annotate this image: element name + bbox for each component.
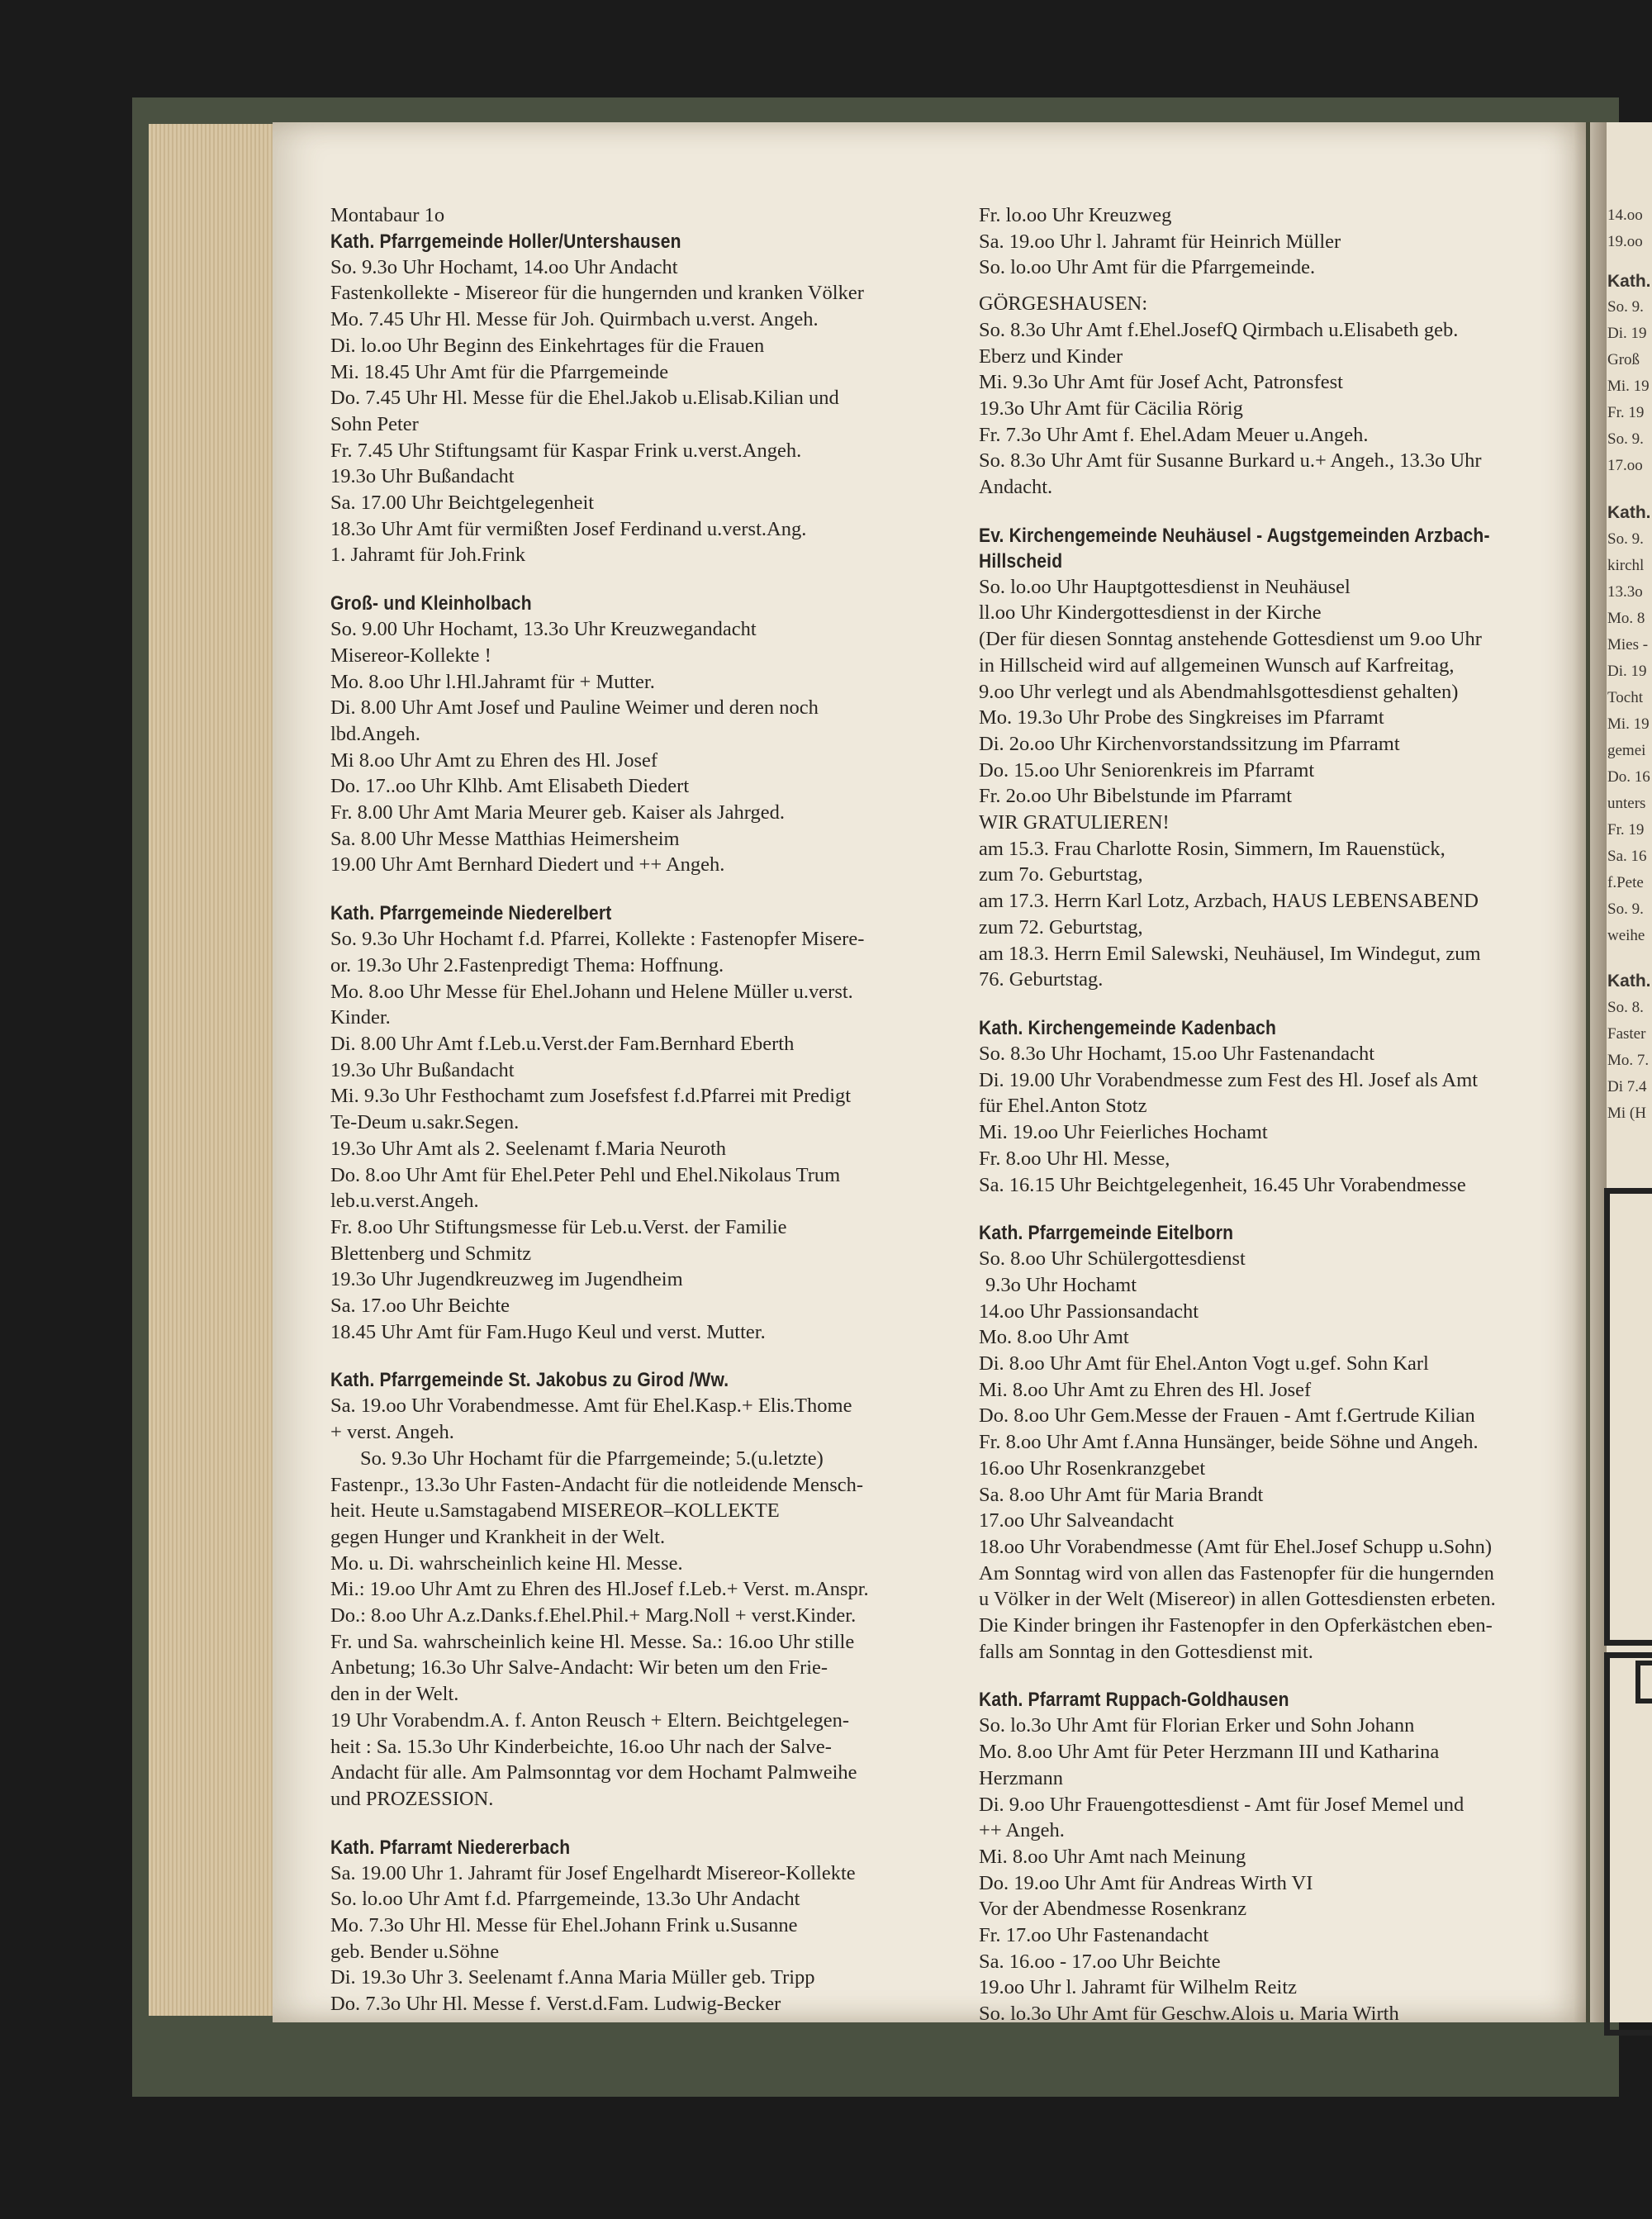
gutter-shadow [1574, 122, 1607, 2022]
text-line: Mi. 19.oo Uhr Feierliches Hochamt [979, 1121, 1268, 1144]
text-line: falls am Sonntag in den Gottesdienst mit. [979, 1640, 1313, 1663]
fragment-text: Mo. 8 [1607, 610, 1645, 627]
fragment-text: 13.3o [1607, 583, 1643, 601]
fragment-text: Di. 19 [1607, 325, 1647, 342]
text-line: 18.3o Uhr Amt für vermißten Josef Ferdinand u.verst.Ang. [330, 517, 807, 540]
text-line: leb.u.verst.Angeh. [330, 1190, 479, 1213]
text-line: Fr. 7.3o Uhr Amt f. Ehel.Adam Meuer u.Angeh. [979, 423, 1369, 446]
text-line: Fr. 7.45 Uhr Stiftungsamt für Kaspar Frink u.verst.Angeh. [330, 439, 802, 462]
section-title: Groß- und Kleinholbach [330, 592, 532, 615]
text-line: Mo. 7.3o Uhr Hl. Messe für Ehel.Johann Frink u.Susanne [330, 1914, 798, 1937]
text-line: 9.oo Uhr verlegt und als Abendmahlsgottesdienst gehalten) [979, 680, 1459, 703]
text-line: So. lo.oo Uhr Hauptgottesdienst in Neuhäusel [979, 575, 1351, 598]
facing-page-frame [1604, 1188, 1652, 1646]
text-line: Di. 8.oo Uhr Amt für Ehel.Anton Vogt u.gef. Sohn Karl [979, 1352, 1429, 1376]
text-line: für Ehel.Anton Stotz [979, 1095, 1147, 1118]
text-line: 1. Jahramt für Joh.Frink [330, 544, 526, 567]
fragment-heading: Kath. [1607, 503, 1651, 522]
left-column [330, 202, 966, 2017]
text-line: 17.oo Uhr Salveandacht [979, 1509, 1175, 1532]
text-line: Do.: 8.oo Uhr A.z.Danks.f.Ehel.Phil.+ Marg.Noll + verst.Kinder. [330, 1604, 857, 1627]
text-line: WIR GRATULIEREN! [979, 811, 1170, 834]
text-line: So. 9.3o Uhr Hochamt f.d. Pfarrei, Kollekte : Fastenopfer Misere- [330, 928, 865, 951]
fragment-heading: Kath. [1607, 972, 1651, 991]
fragment-text: kirchl [1607, 557, 1645, 574]
text-line: Mo. 8.oo Uhr Amt [979, 1326, 1129, 1349]
section-body [330, 1393, 966, 1812]
text-line: So. lo.oo Uhr Amt f.d. Pfarrgemeinde, 13.3o Uhr Andacht [330, 1888, 800, 1911]
text-line: Fr. und Sa. wahrscheinlich keine Hl. Messe. Sa.: 16.oo Uhr stille [330, 1630, 855, 1653]
text-line: 16.oo Uhr Rosenkranzgebet [979, 1456, 1206, 1480]
fragment-text: So. 9. [1607, 530, 1644, 548]
section-body [979, 1246, 1574, 1665]
fragment-text: Fr. 19 [1607, 821, 1645, 839]
fragment-text: So. 9. [1607, 900, 1644, 918]
fragment-text: Mi. 19 [1607, 715, 1650, 733]
text-line: So. 9.00 Uhr Hochamt, 13.3o Uhr Kreuzwegandacht [330, 618, 757, 641]
text-line: So. lo.oo Uhr Amt für die Pfarrgemeinde. [979, 256, 1316, 279]
text-line: Fr. 8.oo Uhr Amt f.Anna Hunsänger, beide Söhne und Angeh. [979, 1431, 1479, 1454]
text-line: Sa. 17.oo Uhr Beichte [330, 1295, 510, 1318]
text-line: Herzmann [979, 1766, 1064, 1789]
fragment-text: Faster [1607, 1025, 1646, 1043]
text-line: und PROZESSION. [330, 1787, 494, 1810]
text-line: Do. 8.oo Uhr Gem.Messe der Frauen - Amt f.Gertrude Kilian [979, 1404, 1475, 1428]
text-line: Andacht. [979, 476, 1053, 499]
text-line: Do. 15.oo Uhr Seniorenkreis im Pfarramt [979, 758, 1315, 782]
text-line: 19.3o Uhr Bußandacht [330, 1058, 515, 1081]
text-line: zum 72. Geburtstag, [979, 915, 1143, 938]
text-line: lbd.Angeh. [330, 722, 420, 745]
text-line: Di. 19.3o Uhr 3. Seelenamt f.Anna Maria Müller geb. Tripp [330, 1966, 815, 1989]
text-line: Die Kinder bringen ihr Fastenopfer in den Opferkästchen eben- [979, 1614, 1493, 1637]
text-line: Sa. 17.00 Uhr Beichtgelegenheit [330, 492, 595, 515]
text-line: Fr. 8.oo Uhr Hl. Messe, [979, 1147, 1170, 1170]
text-line: Di. 2o.oo Uhr Kirchenvorstandssitzung im Pfarramt [979, 732, 1400, 755]
text-line: Fr. lo.oo Uhr Kreuzweg [979, 204, 1172, 226]
text-line: 19.00 Uhr Amt Bernhard Diedert und ++ Angeh. [330, 853, 725, 877]
text-line: So. lo.3o Uhr Amt für Geschw.Alois u. Maria Wirth [979, 2003, 1399, 2026]
fragment-text: So. 8. [1607, 999, 1644, 1016]
text-line: 76. Geburtstag. [979, 968, 1104, 991]
fragment-heading: Kath. [1607, 272, 1651, 291]
text-line: Do. 8.oo Uhr Amt für Ehel.Peter Pehl und Ehel.Nikolaus Trum [330, 1163, 841, 1186]
text-line: Fastenpr., 13.3o Uhr Fasten-Andacht für die notleidende Mensch- [330, 1473, 864, 1496]
text-line: So. 8.oo Uhr Schülergottesdienst [979, 1247, 1246, 1271]
fragment-text: Mies - [1607, 636, 1649, 653]
fragment-text: 14.oo [1607, 207, 1643, 224]
text-line: Di. 8.00 Uhr Amt f.Leb.u.Verst.der Fam.Bernhard Eberth [330, 1032, 795, 1055]
text-line: Fr. 17.oo Uhr Fastenandacht [979, 1924, 1209, 1947]
facing-page-frame [1604, 1652, 1652, 2036]
text-line: Sohn Peter [330, 412, 419, 435]
text-line: den in der Welt. [330, 1683, 459, 1706]
fragment-text: unters [1607, 795, 1646, 812]
text-line: Vor der Abendmesse Rosenkranz [979, 1898, 1247, 1921]
section-body [979, 1713, 1574, 2027]
subsection-title: GÖRGESHAUSEN: [979, 292, 1148, 316]
fragment-text: Di 7.4 [1607, 1078, 1647, 1095]
text-line: gegen Hunger und Krankheit in der Welt. [330, 1525, 666, 1548]
text-line: geb. Bender u.Söhne [330, 1940, 500, 1963]
text-line: 19.3o Uhr Amt für Cäcilia Rörig [979, 397, 1243, 420]
fragment-text: Sa. 16 [1607, 848, 1647, 865]
text-line: 19.oo Uhr l. Jahramt für Wilhelm Reitz [979, 1976, 1298, 1999]
text-line: Mo. 8.oo Uhr Amt für Peter Herzmann III und Katharina [979, 1741, 1440, 1764]
text-line: 19 Uhr Vorabendm.A. f. Anton Reusch + Eltern. Beichtgelegen- [330, 1708, 850, 1732]
text-line: Do. 7.45 Uhr Hl. Messe für die Ehel.Jakob u.Elisab.Kilian und [330, 387, 839, 410]
text-line: 19.3o Uhr Bußandacht [330, 465, 515, 488]
text-line: Kinder. [330, 1006, 391, 1029]
text-line: So. lo.3o Uhr Amt für Florian Erker und Sohn Johann [979, 1714, 1415, 1737]
text-line: ++ Angeh. [979, 1819, 1065, 1842]
section-body [979, 202, 1574, 281]
fragment-text: Fr. 19 [1607, 404, 1645, 421]
text-line: So. 8.3o Uhr Amt für Susanne Burkard u.+ Angeh., 13.3o Uhr [979, 449, 1482, 473]
section-body [330, 254, 966, 568]
section-title: Ev. Kirchengemeinde Neuhäusel - Augstgemeinden Arzbach- [979, 524, 1490, 547]
text-line: 18.45 Uhr Amt für Fam.Hugo Keul und verst. Mutter. [330, 1320, 766, 1343]
page-header: Montabaur 1o [330, 204, 445, 226]
text-line: + verst. Angeh. [330, 1421, 454, 1444]
text-line: 14.oo Uhr Passionsandacht [979, 1300, 1199, 1323]
fragment-text: So. 9. [1607, 430, 1644, 448]
section-title: Kath. Pfarramt Ruppach-Goldhausen [979, 1689, 1289, 1712]
text-line: Mi. 8.oo Uhr Amt nach Meinung [979, 1845, 1246, 1868]
text-line: zum 7o. Geburtstag, [979, 863, 1143, 886]
text-line: am 15.3. Frau Charlotte Rosin, Simmern, Im Rauenstück, [979, 837, 1446, 860]
fragment-text: So. 9. [1607, 298, 1644, 316]
section-title: Kath. Pfarrgemeinde Holler/Untershausen [330, 230, 681, 253]
right-column [979, 202, 1574, 2027]
page-edges [149, 124, 289, 2016]
section-body [979, 317, 1574, 501]
text-line: Sa. 16.oo - 17.oo Uhr Beichte [979, 1950, 1221, 1973]
text-line: Sa. 16.15 Uhr Beichtgelegenheit, 16.45 Uhr Vorabendmesse [979, 1173, 1466, 1196]
text-line: Di. 19.00 Uhr Vorabendmesse zum Fest des Hl. Josef als Amt [979, 1068, 1479, 1091]
text-line: Eberz und Kinder [979, 344, 1123, 368]
text-line: Sa. 8.oo Uhr Amt für Maria Brandt [979, 1483, 1264, 1506]
fragment-text: 17.oo [1607, 457, 1643, 474]
facing-page-frame [1635, 1661, 1652, 1703]
section-body [330, 616, 966, 878]
text-line: 19.3o Uhr Jugendkreuzweg im Jugendheim [330, 1268, 683, 1291]
section-title: Kath. Pfarrgemeinde St. Jakobus zu Girod /Ww. [330, 1369, 729, 1392]
text-line: Mi. 8.oo Uhr Amt zu Ehren des Hl. Josef [979, 1378, 1312, 1401]
section-body [330, 1860, 966, 2017]
section-title: Kath. Kirchengemeinde Kadenbach [979, 1016, 1277, 1039]
text-line: Mo. 8.oo Uhr l.Hl.Jahramt für + Mutter. [330, 670, 655, 693]
fragment-text: weihe [1607, 927, 1645, 944]
text-line: Te-Deum u.sakr.Segen. [330, 1111, 520, 1134]
section-body [979, 574, 1574, 993]
text-line: So. 8.3o Uhr Amt f.Ehel.JosefQ Qirmbach u.Elisabeth geb. [979, 318, 1459, 341]
text-line: heit. Heute u.Samstagabend MISEREOR–KOLLEKTE [330, 1499, 780, 1523]
text-line: Mo. 19.3o Uhr Probe des Singkreises im Pfarramt [979, 706, 1384, 729]
text-line: or. 19.3o Uhr 2.Fastenpredigt Thema: Hoffnung. [330, 953, 724, 976]
section-title: Kath. Pfarrgemeinde Niederelbert [330, 902, 612, 925]
text-line: Sa. 8.00 Uhr Messe Matthias Heimersheim [330, 827, 680, 850]
text-line: Fr. 8.00 Uhr Amt Maria Meurer geb. Kaiser als Jahrged. [330, 801, 785, 824]
text-line: Mi.: 19.oo Uhr Amt zu Ehren des Hl.Josef f.Leb.+ Verst. m.Anspr. [330, 1578, 869, 1601]
section-body [979, 1041, 1574, 1198]
text-line: (Der für diesen Sonntag anstehende Gottesdienst um 9.oo Uhr [979, 628, 1482, 651]
text-line: 18.oo Uhr Vorabendmesse (Amt für Ehel.Josef Schupp u.Sohn) [979, 1535, 1493, 1558]
text-line: Misereor-Kollekte ! [330, 644, 491, 667]
section-title: Kath. Pfarramt Niedererbach [330, 1836, 571, 1859]
text-line: So. 9.3o Uhr Hochamt, 14.oo Uhr Andacht [330, 255, 678, 278]
text-line: Di. 8.00 Uhr Amt Josef und Pauline Weimer und deren noch [330, 696, 819, 720]
fragment-text: Groß [1607, 351, 1640, 368]
text-line: Am Sonntag wird von allen das Fastenopfer für die hungernden [979, 1561, 1494, 1585]
text-line: 19.3o Uhr Amt als 2. Seelenamt f.Maria Neuroth [330, 1137, 727, 1160]
text-line: ll.oo Uhr Kindergottesdienst in der Kirche [979, 601, 1322, 625]
text-line: Blettenberg und Schmitz [330, 1242, 532, 1265]
fragment-text: Di. 19 [1607, 663, 1647, 680]
fragment-text: Do. 16 [1607, 768, 1650, 786]
text-line: Do. 7.3o Uhr Hl. Messe f. Verst.d.Fam. Ludwig-Becker [330, 1993, 781, 2016]
text-line: u Völker in der Welt (Misereor) in allen Gottesdiensten erbeten. [979, 1588, 1496, 1611]
text-line: Mi. 18.45 Uhr Amt für die Pfarrgemeinde [330, 360, 669, 383]
text-line: am 18.3. Herrn Emil Salewski, Neuhäusel, Im Windegut, zum [979, 942, 1481, 965]
fragment-text: f.Pete [1607, 874, 1644, 891]
fragment-text: Mi. 19 [1607, 378, 1650, 395]
text-line: heit : Sa. 15.3o Uhr Kinderbeichte, 16.oo Uhr nach der Salve- [330, 1735, 832, 1758]
text-line: Mi. 9.3o Uhr Festhochamt zum Josefsfest f.d.Pfarrei mit Predigt [330, 1085, 852, 1108]
text-line: Sa. 19.00 Uhr 1. Jahramt für Josef Engelhardt Misereor-Kollekte [330, 1861, 856, 1884]
text-line: Di. lo.oo Uhr Beginn des Einkehrtages für die Frauen [330, 334, 765, 357]
text-line: Mo. 8.oo Uhr Messe für Ehel.Johann und Helene Müller u.verst. [330, 980, 853, 1003]
text-line: Fastenkollekte - Misereor für die hungernden und kranken Völker [330, 282, 864, 305]
section-body [330, 926, 966, 1345]
fragment-text: Mi (H [1607, 1105, 1646, 1122]
fragment-text: Tocht [1607, 689, 1643, 706]
text-line: So. 8.3o Uhr Hochamt, 15.oo Uhr Fastenandacht [979, 1042, 1375, 1065]
text-line: Sa. 19.oo Uhr Vorabendmesse. Amt für Ehel.Kasp.+ Elis.Thome [330, 1395, 852, 1418]
text-line: Andacht für alle. Am Palmsonntag vor dem Hochamt Palmweihe [330, 1761, 857, 1784]
text-line: Di. 9.oo Uhr Frauengottesdienst - Amt für Josef Memel und [979, 1793, 1464, 1816]
text-line: Mi 8.oo Uhr Amt zu Ehren des Hl. Josef [330, 748, 658, 772]
text-line: Sa. 19.oo Uhr l. Jahramt für Heinrich Müller [979, 230, 1341, 253]
fragment-text: 19.oo [1607, 233, 1643, 250]
section-title-continued: Hillscheid [979, 549, 1063, 573]
text-line: Fr. 8.oo Uhr Stiftungsmesse für Leb.u.Verst. der Familie [330, 1215, 787, 1238]
text-line: Do. 19.oo Uhr Amt für Andreas Wirth VI [979, 1871, 1313, 1894]
text-line: So. 9.3o Uhr Hochamt für die Pfarrgemeinde; 5.(u.letzte) [360, 1447, 824, 1470]
fragment-text: gemei [1607, 742, 1646, 759]
text-line: Mo. 7.45 Uhr Hl. Messe für Joh. Quirmbach u.verst. Angeh. [330, 308, 819, 331]
text-line: Mo. u. Di. wahrscheinlich keine Hl. Messe. [330, 1551, 683, 1575]
text-line: Do. 17..oo Uhr Klhb. Amt Elisabeth Diedert [330, 775, 690, 798]
text-line: 9.3o Uhr Hochamt [985, 1273, 1137, 1296]
text-line: Anbetung; 16.3o Uhr Salve-Andacht: Wir beten um den Frie- [330, 1656, 828, 1680]
text-line: Fr. 2o.oo Uhr Bibelstunde im Pfarramt [979, 785, 1293, 808]
fragment-text: Mo. 7. [1607, 1052, 1650, 1069]
text-line: in Hillscheid wird auf allgemeinen Wunsch auf Karfreitag, [979, 653, 1455, 677]
section-title: Kath. Pfarrgemeinde Eitelborn [979, 1222, 1234, 1245]
text-line: am 17.3. Herrn Karl Lotz, Arzbach, HAUS LEBENSABEND [979, 890, 1479, 913]
text-line: Mi. 9.3o Uhr Amt für Josef Acht, Patronsfest [979, 371, 1343, 394]
